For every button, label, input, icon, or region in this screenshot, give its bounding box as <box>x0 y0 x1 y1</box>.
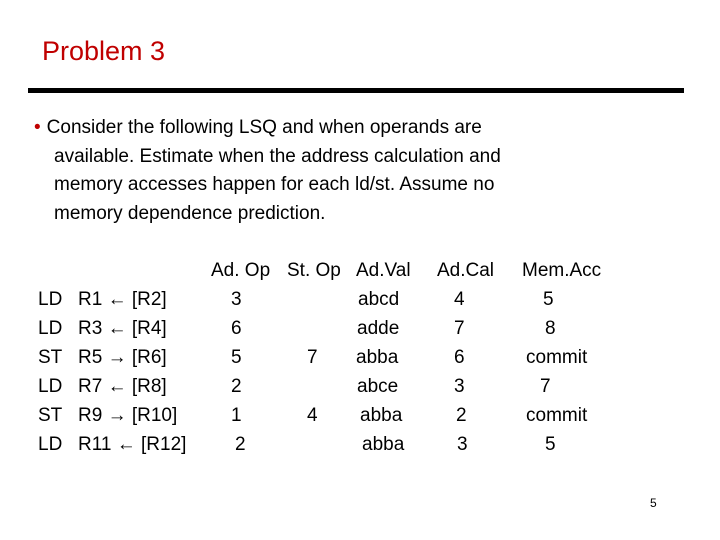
row-ad-cal: 3 <box>457 434 468 455</box>
row-ad-op: 3 <box>231 289 242 310</box>
row-ad-val: abba <box>360 405 403 426</box>
row-ad-val: abcd <box>358 289 400 310</box>
row-ad-val: abba <box>362 434 405 455</box>
row-mem-acc: commit <box>526 347 588 368</box>
bullet-line-3: memory accesses happen for each ld/st. Assume no <box>54 174 495 195</box>
row-instr: R7 ← [R8] <box>78 376 167 397</box>
page-number: 5 <box>650 496 657 510</box>
slide-title: Problem 3 <box>42 36 166 66</box>
row-ad-op: 2 <box>235 434 246 455</box>
row-instr: R5 → [R6] <box>78 347 167 368</box>
row-op: ST <box>38 347 63 368</box>
bullet-line-4: memory dependence prediction. <box>54 202 326 224</box>
row-mem-acc: 8 <box>545 318 556 339</box>
row-op: LD <box>38 376 63 397</box>
row-op: LD <box>38 434 63 455</box>
row-ad-cal: 6 <box>454 347 465 368</box>
header-ad-cal: Ad.Cal <box>437 260 495 281</box>
row-instr: R11 ← [R12] <box>78 434 187 455</box>
row-mem-acc: 5 <box>543 289 554 310</box>
row-ad-val: adde <box>357 318 400 339</box>
bullet-text <box>34 114 674 228</box>
row-ad-op: 1 <box>231 405 242 426</box>
row-instr: R9 → [R10] <box>78 405 178 426</box>
row-ad-cal: 3 <box>454 376 465 397</box>
row-mem-acc: 5 <box>545 434 556 455</box>
row-instr: R3 ← [R4] <box>78 318 167 339</box>
row-mem-acc: 7 <box>540 376 551 397</box>
header-st-op: St. Op <box>287 260 341 281</box>
row-ad-cal: 4 <box>454 289 465 310</box>
row-ad-op: 2 <box>231 376 242 397</box>
row-ad-op: 5 <box>231 347 242 368</box>
header-ad-op: Ad. Op <box>211 260 271 281</box>
row-ad-op: 6 <box>231 318 242 339</box>
row-ad-val: abce <box>357 376 399 397</box>
header-ad-val: Ad.Val <box>356 260 411 281</box>
header-mem-acc: Mem.Acc <box>522 260 602 281</box>
bullet-marker: • <box>34 117 41 138</box>
bullet-line-1: • Consider the following LSQ and when operands are <box>34 117 482 138</box>
row-ad-cal: 2 <box>456 405 467 426</box>
bullet-line-2: available. Estimate when the address calculation and <box>54 145 501 167</box>
row-mem-acc: commit <box>526 405 588 426</box>
row-st-op: 7 <box>307 347 318 368</box>
row-op: LD <box>38 318 63 339</box>
title-divider <box>28 88 684 93</box>
row-ad-val: abba <box>356 347 399 368</box>
row-op: LD <box>38 289 63 310</box>
row-st-op: 4 <box>307 405 318 426</box>
row-op: ST <box>38 405 63 426</box>
row-instr: R1 ← [R2] <box>78 289 167 310</box>
row-ad-cal: 7 <box>454 318 465 339</box>
